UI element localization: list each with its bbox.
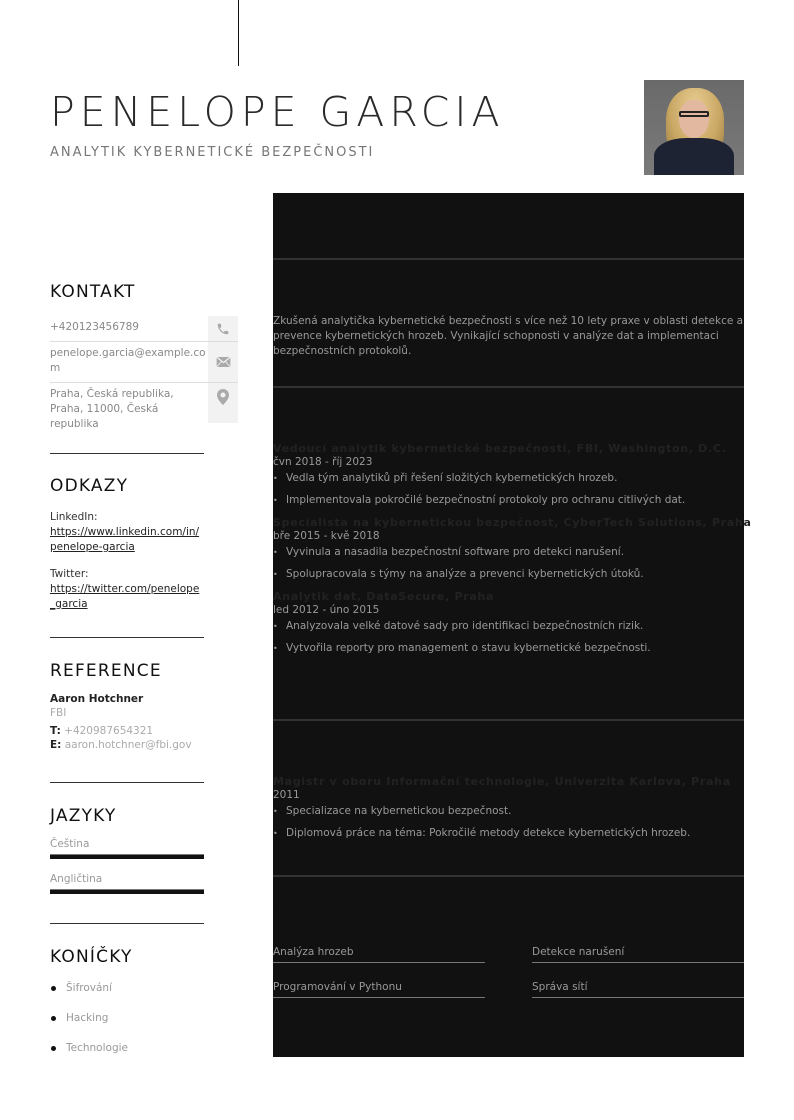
language-level-bar — [50, 854, 204, 859]
bullet-icon — [51, 1046, 56, 1051]
bullet-icon — [51, 986, 56, 991]
map-pin-icon — [208, 383, 238, 423]
language-name: Čeština — [50, 838, 90, 850]
education-heading: VZDĚLÁNÍ — [273, 743, 369, 763]
languages-section — [50, 806, 204, 894]
skill-name: Správa sítí — [532, 981, 588, 993]
skill-item — [532, 946, 744, 967]
contact-address — [50, 383, 238, 430]
section-divider — [273, 386, 744, 388]
hobby-name: Hacking — [66, 1012, 109, 1024]
reference-email-value[interactable]: aaron.hotchner@fbi.gov — [64, 739, 192, 751]
contact-email — [50, 342, 238, 383]
contact-phone — [50, 316, 238, 342]
contact-section — [50, 282, 204, 302]
contact-email-text[interactable]: penelope.garcia@example.com — [50, 347, 206, 374]
skills-section — [273, 899, 744, 919]
reference-heading: REFERENCE — [50, 661, 162, 681]
skill-name: Programování v Pythonu — [273, 981, 402, 993]
linkedin-link[interactable]: https://www.linkedin.com/in/penelope-garcia — [50, 526, 200, 553]
skill-name: Detekce narušení — [532, 946, 625, 958]
contact-phone-text[interactable]: +420123456789 — [50, 321, 139, 333]
sidebar-divider — [50, 782, 204, 783]
education-bullet: • Diplomová práce na téma: Pokročilé metody detekce kybernetických hrozeb. — [273, 826, 744, 841]
phone-icon — [208, 316, 238, 341]
job-dates: čvn 2018 - říj 2023 — [273, 456, 373, 468]
job-title: Specialista na kybernetickou bezpečnost, CyberTech Solutions, Praha — [273, 516, 752, 529]
job-bullets — [273, 471, 744, 508]
language-item — [50, 838, 204, 859]
candidate-name: PENELOPE GARCIA — [50, 88, 505, 136]
bullet-icon — [51, 1016, 56, 1021]
hobby-name: Technologie — [66, 1042, 128, 1054]
contact-list — [50, 316, 238, 430]
job-bullets — [273, 545, 744, 582]
skill-name: Analýza hrozeb — [273, 946, 354, 958]
job-entry — [273, 590, 744, 656]
reference-phone — [50, 724, 204, 738]
language-item — [50, 873, 204, 894]
sidebar-divider — [50, 923, 204, 924]
education-bullet: • Specializace na kybernetickou bezpečnost. — [273, 804, 744, 819]
skill-item — [273, 946, 485, 967]
hobbies-section — [50, 947, 204, 1063]
photo-body — [654, 138, 734, 175]
education-bullets — [273, 804, 744, 841]
skill-level-bar — [532, 997, 744, 1002]
job-bullet: • Implementovala pokročilé bezpečnostní protokoly pro ochranu citlivých dat. — [273, 493, 744, 508]
contact-address-text: Praha, Česká republika, Praha, 11000, Česká republika — [50, 388, 174, 430]
job-bullets — [273, 619, 744, 656]
language-level-bar — [50, 889, 204, 894]
hobby-item — [50, 1003, 204, 1033]
photo-glasses — [679, 111, 709, 117]
reference-email — [50, 738, 204, 752]
languages-heading: JAZYKY — [50, 806, 117, 826]
job-bullet: • Vedla tým analytiků při řešení složitých kybernetických hrozeb. — [273, 471, 744, 486]
language-name: Angličtina — [50, 873, 103, 885]
linkedin-label: LinkedIn: — [50, 511, 98, 523]
vertical-divider-top — [238, 0, 239, 66]
skill-level-bar — [532, 962, 744, 967]
job-title: Vedoucí analytik kybernetické bezpečnosti, FBI, Washington, D.C. — [273, 442, 727, 455]
section-divider — [273, 875, 744, 877]
hobbies-list — [50, 973, 204, 1063]
skill-level-bar — [273, 962, 485, 967]
photo-face — [679, 100, 709, 138]
reference-phone-label: T: — [50, 725, 61, 737]
hobby-item — [50, 1033, 204, 1063]
reference-name: Aaron Hotchner — [50, 693, 144, 705]
job-bullet: • Analyzovala velké datové sady pro identifikaci bezpečnostních rizik. — [273, 619, 744, 634]
hobby-name: Šifrování — [66, 982, 113, 994]
sidebar-divider — [50, 453, 204, 454]
education-entry — [273, 775, 744, 841]
reference-phone-value[interactable]: +420987654321 — [64, 725, 154, 737]
hobbies-heading: KONÍČKY — [50, 947, 133, 967]
degree-title: Magistr v oboru Informační technologie, Univerzita Karlova, Praha — [273, 775, 731, 788]
profile-photo — [644, 80, 744, 175]
sidebar-divider — [50, 637, 204, 638]
job-dates: led 2012 - úno 2015 — [273, 604, 380, 616]
links-heading: ODKAZY — [50, 476, 129, 496]
education-year: 2011 — [273, 789, 300, 801]
links-list — [50, 510, 204, 612]
job-entry — [273, 442, 744, 508]
education-section — [273, 743, 744, 848]
skill-level-bar — [273, 997, 485, 1002]
job-title: Analytik dat, DataSecure, Praha — [273, 590, 495, 603]
skill-item — [273, 981, 485, 1002]
reference-section — [50, 661, 204, 752]
about-section — [273, 282, 744, 359]
skills-heading: DOVEDNOSTI — [273, 899, 399, 919]
twitter-link[interactable]: https://twitter.com/penelope_garcia — [50, 583, 200, 610]
hobby-item — [50, 973, 204, 1003]
job-entry — [273, 516, 752, 582]
skill-item — [532, 981, 744, 1002]
envelope-icon — [208, 342, 238, 382]
section-divider — [273, 258, 744, 260]
reference-org: FBI — [50, 707, 67, 719]
job-dates: bře 2015 - kvě 2018 — [273, 530, 380, 542]
about-heading: O MNĚ — [273, 282, 336, 302]
twitter-label: Twitter: — [50, 568, 89, 580]
reference-email-label: E: — [50, 739, 62, 751]
about-text: Zkušená analytička kybernetické bezpečnosti s více než 10 lety praxe v oblasti detekce a prevence kybernetických hrozeb. Vynikající schopnosti v analýze dat a implementaci bezpečnostních protokolů. — [273, 315, 744, 357]
section-divider — [273, 719, 744, 721]
job-bullet: • Spolupracovala s týmy na analýze a prevenci kybernetických útoků. — [273, 567, 744, 582]
experience-section — [273, 410, 752, 663]
job-bullet: • Vytvořila reporty pro management o stavu kybernetické bezpečnosti. — [273, 641, 744, 656]
contact-heading: KONTAKT — [50, 282, 136, 302]
candidate-title: ANALYTIK KYBERNETICKÉ BEZPEČNOSTI — [50, 145, 375, 160]
experience-heading: PRACOVNÍ ZKUŠENOSTI — [273, 410, 497, 430]
links-section — [50, 476, 204, 612]
job-bullet: • Vyvinula a nasadila bezpečnostní software pro detekci narušení. — [273, 545, 744, 560]
